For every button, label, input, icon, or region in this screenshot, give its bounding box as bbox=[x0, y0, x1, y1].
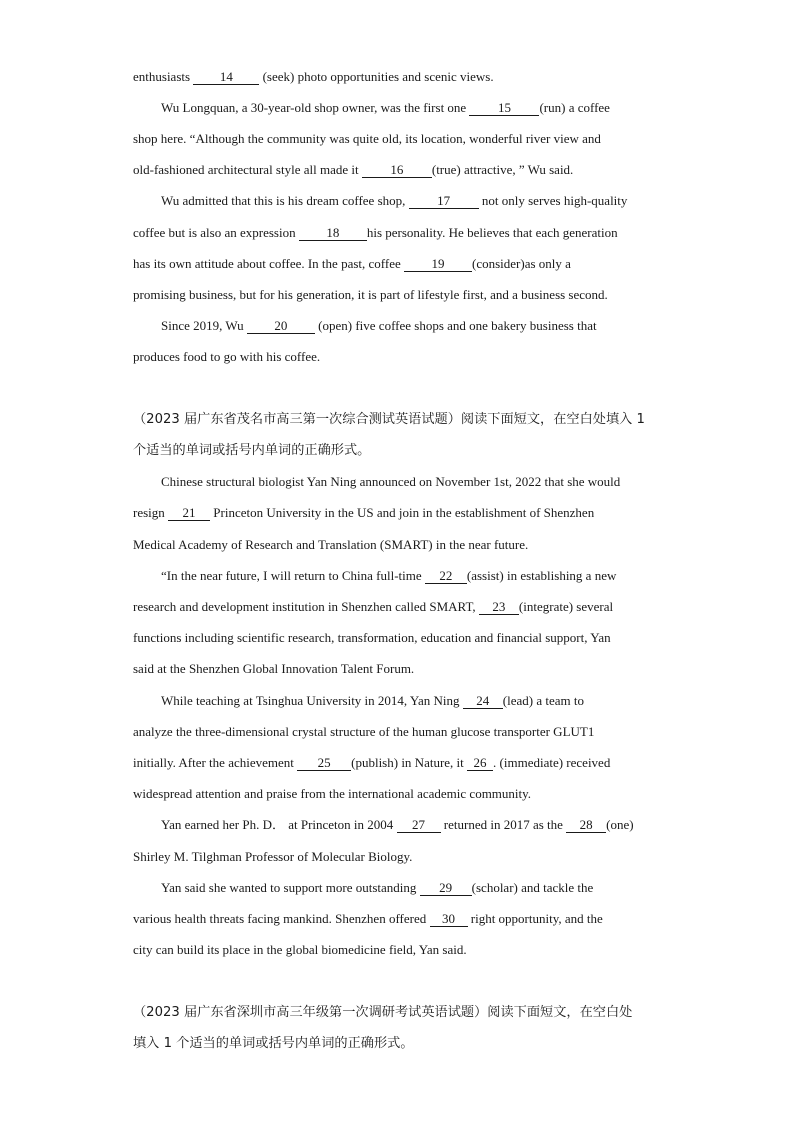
blank-23[interactable]: 23 bbox=[479, 600, 519, 615]
passage-line: functions including scientific research, transformation, education and financial support, Yan bbox=[133, 630, 611, 645]
passage-line: Wu Longquan, a 30-year-old shop owner, was the first one 15 (run) a coffee bbox=[161, 100, 610, 115]
passage-line: enthusiasts 14 (seek) photo opportunities and scenic views. bbox=[133, 69, 494, 84]
passage-line: Shirley M. Tilghman Professor of Molecular Biology. bbox=[133, 849, 413, 864]
blank-25[interactable]: 25 bbox=[297, 756, 351, 771]
passage-line: coffee but is also an expression 18 his personality. He believes that each generation bbox=[133, 225, 618, 240]
passage-line: Wu admitted that this is his dream coffee shop, 17 not only serves high-quality bbox=[161, 193, 628, 208]
passage-line: Yan earned her Ph. D． at Princeton in 2004 27 returned in 2017 as the 28 (one) bbox=[161, 817, 634, 832]
blank-20[interactable]: 20 bbox=[247, 319, 315, 334]
passage-line: Yan said she wanted to support more outstanding 29 (scholar) and tackle the bbox=[161, 880, 594, 895]
passage-line: research and development institution in Shenzhen called SMART, 23 (integrate) several bbox=[133, 599, 614, 614]
section-heading: 填入 1 个适当的单词或括号内单词的正确形式。 bbox=[133, 1036, 414, 1051]
section-heading: 个适当的单词或括号内单词的正确形式。 bbox=[133, 443, 371, 458]
passage-line: said at the Shenzhen Global Innovation Talent Forum. bbox=[133, 661, 415, 676]
passage-line: shop here. “Although the community was quite old, its location, wonderful river view and bbox=[133, 131, 601, 146]
blank-29[interactable]: 29 bbox=[420, 881, 472, 896]
blank-18[interactable]: 18 bbox=[299, 226, 367, 241]
section-heading: （2023 届广东省茂名市高三第一次综合测试英语试题）阅读下面短文，在空白处填入 1 bbox=[133, 412, 645, 427]
blank-15[interactable]: 15 bbox=[469, 101, 539, 116]
passage-line: resign 21 Princeton University in the US and join in the establishment of Shenzhen bbox=[133, 505, 595, 520]
passage-line: Medical Academy of Research and Translation (SMART) in the near future. bbox=[133, 537, 529, 552]
blank-30[interactable]: 30 bbox=[430, 912, 468, 927]
passage-line: Chinese structural biologist Yan Ning announced on November 1st, 2022 that she would bbox=[161, 474, 621, 489]
passage-line: promising business, but for his generation, it is part of lifestyle first, and a business second. bbox=[133, 287, 608, 302]
blank-22[interactable]: 22 bbox=[425, 569, 467, 584]
passage-line: “In the near future, I will return to China full-time 22 (assist) in establishing a new bbox=[161, 568, 617, 583]
passage-line: various health threats facing mankind. Shenzhen offered 30 right opportunity, and the bbox=[133, 911, 603, 926]
blank-19[interactable]: 19 bbox=[404, 257, 472, 272]
passage-line: analyze the three-dimensional crystal structure of the human glucose transporter GLUT1 bbox=[133, 724, 595, 739]
passage-line: city can build its place in the global biomedicine field, Yan said. bbox=[133, 942, 467, 957]
passage-line: old-fashioned architectural style all made it 16 (true) attractive, ” Wu said. bbox=[133, 162, 574, 177]
passage-line: initially. After the achievement 25 (publish) in Nature, it 26 . (immediate) received bbox=[133, 755, 611, 770]
passage-line: While teaching at Tsinghua University in 2014, Yan Ning 24 (lead) a team to bbox=[161, 693, 585, 708]
blank-27[interactable]: 27 bbox=[397, 818, 441, 833]
passage-line: Since 2019, Wu 20 (open) five coffee shops and one bakery business that bbox=[161, 318, 597, 333]
blank-24[interactable]: 24 bbox=[463, 694, 503, 709]
blank-17[interactable]: 17 bbox=[409, 194, 479, 209]
blank-14[interactable]: 14 bbox=[193, 70, 259, 85]
passage-line: has its own attitude about coffee. In the past, coffee 19 (consider)as only a bbox=[133, 256, 571, 271]
section-heading: （2023 届广东省深圳市高三年级第一次调研考试英语试题）阅读下面短文，在空白处 bbox=[133, 1005, 633, 1020]
blank-26[interactable]: 26 bbox=[467, 756, 493, 771]
passage-line: widespread attention and praise from the international academic community. bbox=[133, 786, 532, 801]
blank-21[interactable]: 21 bbox=[168, 506, 210, 521]
blank-28[interactable]: 28 bbox=[566, 818, 606, 833]
blank-16[interactable]: 16 bbox=[362, 163, 432, 178]
passage-line: produces food to go with his coffee. bbox=[133, 349, 321, 364]
